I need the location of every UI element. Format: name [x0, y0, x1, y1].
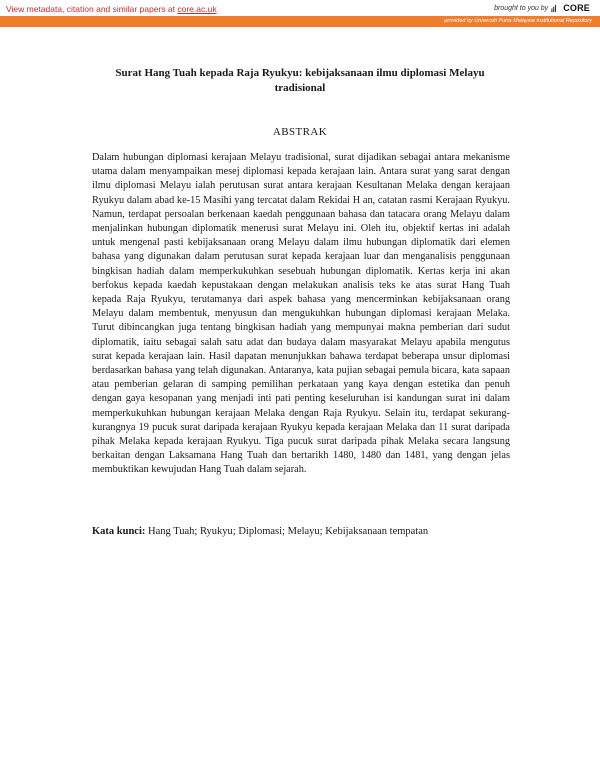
- core-link-site[interactable]: core.ac.uk: [177, 4, 217, 14]
- core-logo-text: CORE: [563, 3, 590, 13]
- brought-by-core[interactable]: [494, 3, 590, 13]
- provided-by-text[interactable]: provided by Universiti Putra Malaysia Institutional Repository: [444, 18, 592, 24]
- keywords-list: Hang Tuah; Ryukyu; Diplomasi; Melayu; Kebijaksanaan tempatan: [148, 526, 429, 537]
- core-logo-icon: [551, 4, 560, 13]
- paper-title: Surat Hang Tuah kepada Raja Ryukyu: kebijaksanaan ilmu diplomasi Melayu tradisional: [115, 67, 485, 94]
- keywords-label: Kata kunci:: [92, 526, 146, 537]
- core-link-prefix[interactable]: View metadata, citation and similar papers at: [6, 4, 178, 14]
- brought-by-text: brought to you by: [494, 4, 549, 12]
- core-metadata-link[interactable]: [6, 4, 217, 14]
- core-banner: [0, 0, 600, 28]
- abstract-heading: ABSTRAK: [272, 126, 328, 138]
- keywords-line: [92, 526, 510, 537]
- provided-by-strip: [0, 16, 600, 27]
- abstract-body: Dalam hubungan diplomasi kerajaan Melayu tradisional, surat dijadikan sebagai antara mekanisme utama dalam menyampaikan mesej diplomasi kepada kerajaan lain. Antara surat yang sarat dengan ilmu diplomasi Melayu ialah perutusan surat antara kerajaan Kesultanan Melaka dengan kerajaan Ryukyu dalam abad ke-15 Masihi yang tercatat dalam Rekidai H an, catatan rasmi Kerajaan Ryukyu. Namun, terdapat persoalan berkenaan kaedah penggunaan bahasa dan tatacara orang Melayu dalam menjalinkan hubungan diplomatik menerusi surat Melayu ini. Oleh itu, objektif kertas ini adalah untuk mengenal pasti kebijaksanaan orang Melayu dalam ilmu hubungan diplomatik dari elemen bahasa yang digunakan dalam perutusan surat kepada kerajaan luar dan menganalisis penggunaan bingkisan hadiah dalam memperkukuhkan sesebuah hubungan diplomatik. Kertas kerja ini akan berfokus kepada kaedah kepustakaan dengan melakukan analisis teks ke atas surat Hang Tuah kepada Raja Ryukyu, terutamanya dari aspek bahasa yang mencerminkan kebijaksanaan orang Melayu dalam membentuk, menyusun dan mengukuhkan hubungan diplomasi kerajaan Melaka. Turut dibincangkan juga tentang bingkisan hadiah yang mempunyai makna pemberian dari sudut diplomatik, iaitu sebagai salah satu adat dan budaya dalam masyarakat Melayu apabila mengutus surat kepada kerajaan lain. Hasil dapatan menunjukkan bahawa terdapat beberapa unsur diplomasi berdasarkan bahasa yang telah digunakan. Antaranya, kata pujian sebagai pemula bicara, kata sapaan atau pemberian gelaran di samping pemilihan perkataan yang kaya dengan estetika dan penuh dengan gaya kesopanan yang menjadi inti pati penting keseluruhan isi kandungan surat ini dalam memperkukuhkan hubungan kerajaan Melaka dengan Raja Ryukyu. Selain itu, terdapat sekurang-kurangnya 19 pucuk surat daripada kerajaan Ryukyu kepada kerajaan Melaka dan 11 surat daripada pihak Melaka kepada kerajaan Ryukyu. Tiga pucuk surat daripada pihak Melaka secara langsung berkaitan dengan Laksamana Hang Tuah dan bertarikh 1480, 1480 dan 1481, yang dengan jelas membuktikan kewujudan Hang Tuah dalam sejarah.: [92, 152, 510, 476]
